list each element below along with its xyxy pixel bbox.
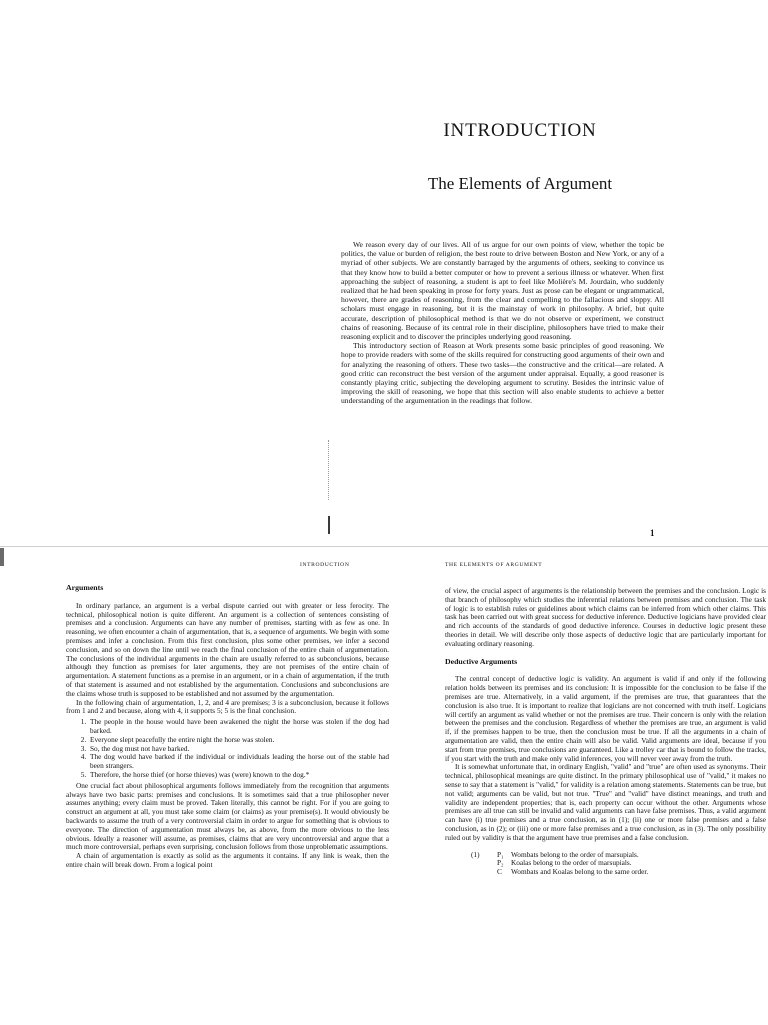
right-column [445, 587, 766, 877]
conclusion-text: Wombats and Koalas belong to the same order. [511, 867, 649, 877]
intro-body [341, 240, 664, 406]
margin-rule [328, 440, 330, 500]
body-paragraph: In ordinary parlance, an argument is a verbal dispute carried out with greater or less ferocity. The technical, philosophical notion is quite different. An argument is a collection of sentences consisting of premises and a conclusion. Arguments can have any number of premises, starting with as few as one. In reasoning, we often encounter a chain of argumentation, that is, a sequence of arguments. We begin with some premises and infer a conclusion. From this first conclusion, plus some other premises, we infer a second conclusion, and so on down the line until we reach the final conclusion of the entire chain of argumentation. The conclusions of the individual arguments in the chain are usually referred to as subconclusions, because although they function as premises for later arguments, they are not premises of the entire chain of argumentation. A statement functions as a premise in an argument, or in a chain of argumentation, if the truth of that statement is assumed and not established by the argumentation. Conclusions and subconclusions are the claims whose truth is supposed to be established and not assumed by the argumentation. [66, 600, 389, 698]
page-number: 1 [650, 528, 655, 538]
premise-tag: P₂ [497, 858, 504, 868]
scan-edge-mark [0, 548, 4, 566]
left-column [66, 584, 389, 870]
intro-paragraph: This introductory section of Reason at Work presents some basic principles of good reasoning. We hope to provide readers with some of the skills required for constructing good arguments of their own and for analyzing the reasoning of others. These two tasks—the constructive and the critical—are related. A good critic can reconstruct the best version of the argument under appraisal. Equally, a good reasoner is constantly playing critic, subjecting the developing argument to scrutiny. Besides the intrinsic value of improving the skill of reasoning, we hope that this section will also enable students to achieve a better understanding of the argumentation in the readings that follow. [341, 341, 664, 406]
body-paragraph: In the following chain of argumentation, 1, 2, and 4 are premises; 3 is a subconclusion, because it follows from 1 and 2 and because, along with 4, it supports 5; 5 is the final conclusion. [66, 697, 389, 716]
running-head-left: INTRODUCTION [300, 562, 350, 568]
premise-text: Wombats belong to the order of marsupials. [511, 849, 639, 859]
running-head-right: THE ELEMENTS OF ARGUMENT [445, 562, 543, 568]
body-paragraph: One crucial fact about philosophical arguments follows immediately from the recognition that arguments always have two basic parts: premises and conclusions. It is sometimes said that a true philosopher never assumes anything; every claim must be proved. Taken literally, this cannot be right. For if you are going to construct an argument at all, you must take some claim (or claims) as your premise(s). It would obviously be backwards to assume the truth of a very controversial claim in order to argue for something that is obvious to everyone. The direction of argumentation must always be, as above, from the more obvious to the less obvious. Ideally a reasoner will assume, as premises, claims that are very uncontroversial and argue that a much more controversial, perhaps even surprising, conclusion follows from those unproblematic assumptions. [66, 780, 389, 852]
intro-paragraph: We reason every day of our lives. All of us argue for our own points of view, whether the topic be politics, the value or burden of religion, the best route to drive between Boston and New York, or any of a myriad of other subjects. We are constantly barraged by the arguments of others, seeking to convince us that they know how to build a better computer or how to prevent a serious illness or whatever. When first approaching the subject of reasoning, a student is apt to feel like Molière's M. Jourdain, who suddenly realized that he had been speaking in prose for forty years. Just as prose can be elegant or ungrammatical, however, there are grades of reasoning, from the clear and compelling to the fallacious and sloppy. All scholars must engage in reasoning, but it is the mainstay of work in philosophy. A brief, but quite accurate, description of philosophical method is that we do not observe or experiment, we construct chains of reasoning. Because of its central role in their discipline, philosophers have tried to make their reasoning explicit and to discover the principles underlying good reasoning. [341, 240, 664, 342]
example-line [471, 868, 766, 877]
list-item: 2. Everyone slept peacefully the entire night the horse was stolen. [88, 736, 389, 745]
body-paragraph: of view, the crucial aspect of arguments is the relationship between the premises and the conclusion. Logic is that branch of philosophy which studies the inferential relations between premises and conclusion. The task of logic is to establish rules or guidelines about which claims can be inferred from which other claims. This task has been carried out with great success for deductive inference. Deductive logicians have provided clear and rich accounts of the standards of good deductive inference. Courses in deductive logic present these theories in detail. We will describe only those aspects of deductive logic that are particularly important for evaluating ordinary reasoning. [445, 586, 766, 648]
argument-chain-list [66, 718, 389, 780]
body-paragraph: A chain of argumentation is exactly as solid as the arguments it contains. If any link is weak, then the entire chain will break down. From a logical point [66, 851, 389, 869]
body-paragraph: The central concept of deductive logic is validity. An argument is valid if and only if the following relation holds between its premises and its conclusion: It is impossible for the conclusion to be false if the premises are true. Alternatively, in a valid argument, if the premises are true, that guarantees that the conclusion is also true. It is important to realize that logicians are not concerned with truth itself. Logicians will certify an argument as valid whether or not the premises are true. Their concern is only with the relation between the premises and the conclusion. Regardless of whether the premises are true, an argument is valid if, if the premises happen to be true, then the conclusion must be true. If all the arguments in a chain of argumentation are valid, then the entire chain will also be valid. Valid arguments are ideal, because if you start from true premises, true conclusions are guaranteed. Like a trolley car that is bound to follow the tracks, if you start with the truth and make only valid inferences, you will never veer away from the truth. [445, 674, 766, 763]
chapter-label: INTRODUCTION [443, 120, 597, 141]
list-item: 3. So, the dog must not have barked. [88, 745, 389, 754]
gutter-mark [328, 516, 330, 534]
list-item: 1. The people in the house would have been awakened the night the horse was stolen if the dog had barked. [88, 718, 389, 736]
premise-text: Koalas belong to the order of marsupials. [511, 858, 632, 868]
list-item: 5. Therefore, the horse thief (or horse thieves) was (were) known to the dog.* [88, 771, 389, 780]
premise-tag: P₁ [497, 849, 504, 859]
body-paragraph: It is somewhat unfortunate that, in ordinary English, "valid" and "true" are often used as synonyms. Their technical, philosophical meanings are quite distinct. In the primary philosophical use of "valid," it makes no sense to say that a statement is "valid," for validity is a relation among statements. Statements can be true, but not valid; arguments can be valid, but not true. "True" and "valid" have distinct meanings, and truth and validity are independent properties; that is, each property can occur without the other. Arguments whose premises are all true can still be invalid and valid arguments can have false premises. Thus, a valid argument can have (i) true premises and a true conclusion, as in (1); (ii) one or more false premises and a false conclusion, as in (2); or (iii) one or more false premises and a true conclusion, as in (3). The only possibility ruled out by validity is that the argument have true premises and a false conclusion. [445, 762, 766, 842]
example-number: (1) [471, 849, 480, 859]
chapter-title: The Elements of Argument [427, 174, 613, 193]
example-argument [471, 851, 766, 877]
section-heading-arguments: Arguments [66, 583, 104, 592]
section-heading-deductive: Deductive Arguments [445, 656, 518, 666]
list-item: 4. The dog would have barked if the individual or individuals leading the horse out of the stable had been strangers. [88, 753, 389, 771]
conclusion-tag: C [497, 867, 502, 877]
